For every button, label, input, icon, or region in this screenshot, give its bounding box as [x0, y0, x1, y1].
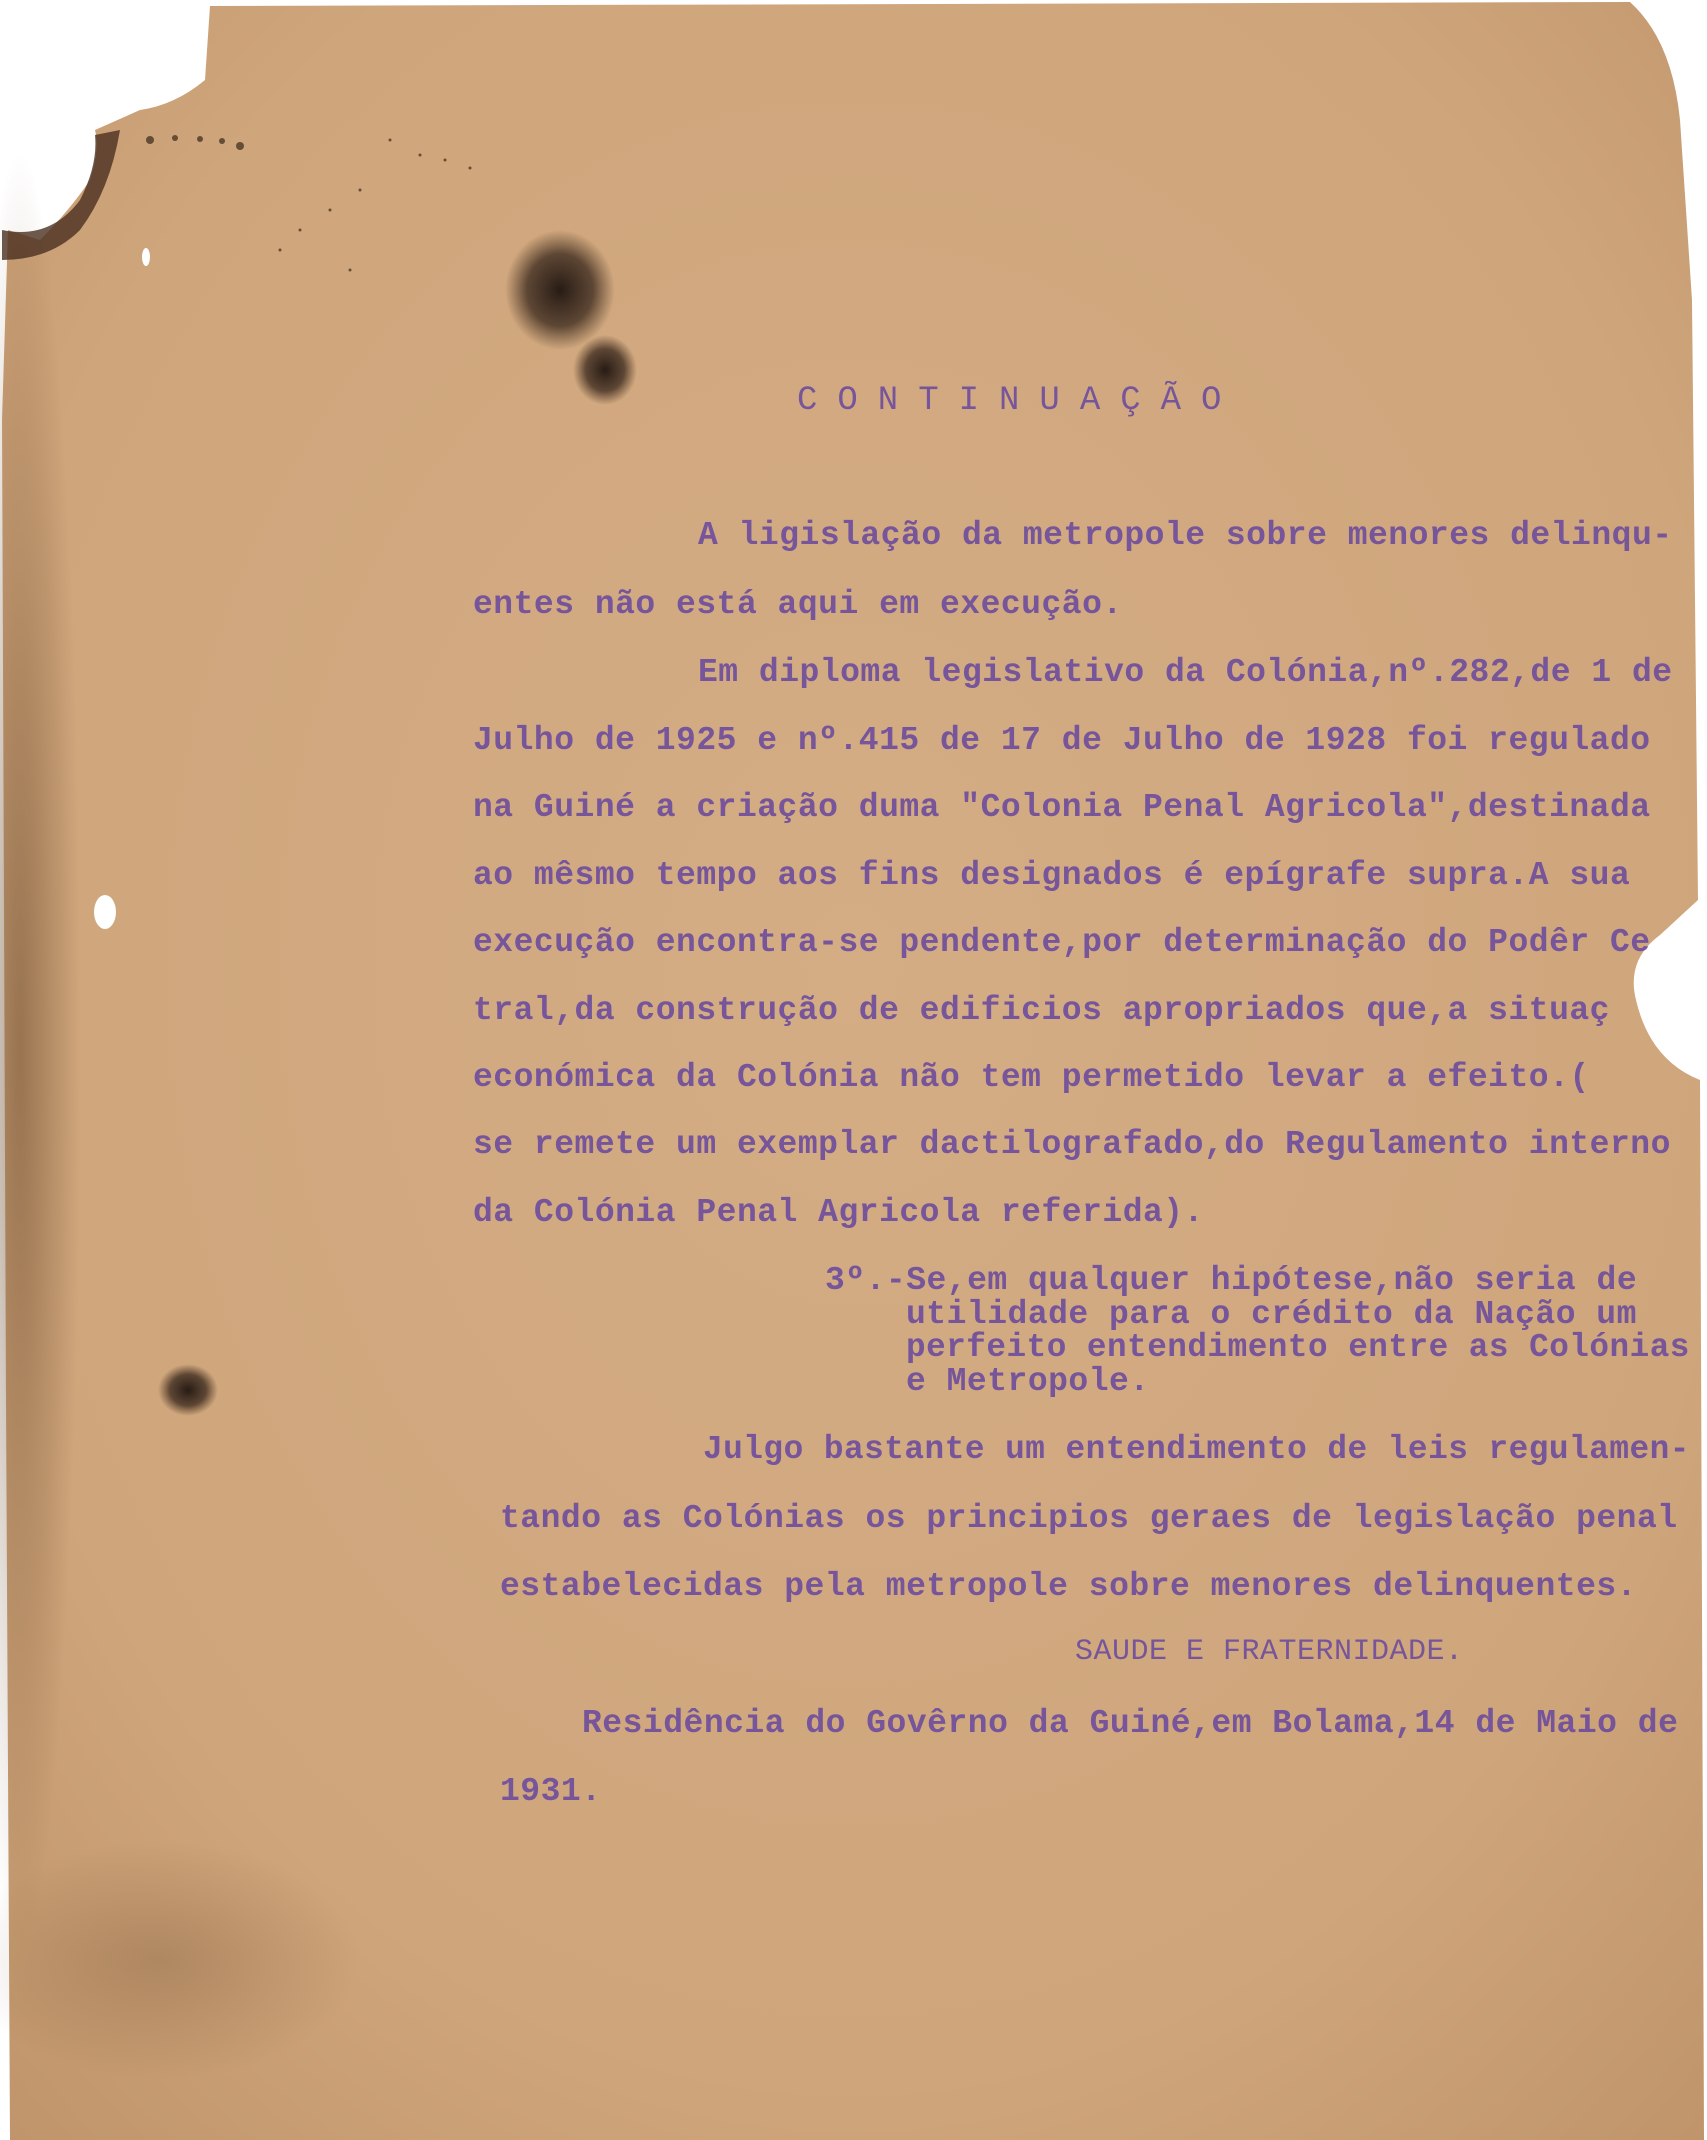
signoff-line: Residência do Govêrno da Guiné,em Bolama,14 de Maio de	[582, 1705, 1679, 1742]
document-title: CONTINUAÇÃO	[797, 382, 1242, 420]
body-line: execução encontra-se pendente,por determinação do Podêr Ce	[473, 924, 1651, 961]
signoff-year: 1931.	[500, 1773, 602, 1810]
body-line: entes não está aqui em execução.	[473, 586, 1123, 623]
point-3-line: e Metropole.	[906, 1363, 1150, 1400]
body-line: ao mêsmo tempo aos fins designados é epígrafe supra.A sua	[473, 857, 1631, 894]
point-3-line: utilidade para o crédito da Nação um	[906, 1296, 1637, 1333]
conclusion-line: tando as Colónias os principios geraes de legislação penal	[500, 1500, 1678, 1537]
point-3-line: 3º.-Se,em qualquer hipótese,não seria de	[825, 1262, 1638, 1299]
body-line: Julho de 1925 e nº.415 de 17 de Julho de 1928 foi regulado	[473, 722, 1651, 759]
body-line: na Guiné a criação duma "Colonia Penal Agricola",destinada	[473, 789, 1651, 826]
body-line: se remete um exemplar dactilografado,do Regulamento interno	[473, 1126, 1671, 1163]
conclusion-line: estabelecidas pela metropole sobre menores delinquentes.	[500, 1568, 1637, 1605]
body-line: A ligislação da metropole sobre menores delinqu-	[698, 517, 1673, 554]
body-line: da Colónia Penal Agricola referida).	[473, 1194, 1204, 1231]
body-line: económica da Colónia não tem permetido levar a efeito.(	[473, 1059, 1590, 1096]
point-3-line: perfeito entendimento entre as Colónias	[906, 1329, 1690, 1366]
closing-salutation: SAUDE E FRATERNIDADE.	[1075, 1635, 1464, 1669]
body-line: Em diploma legislativo da Colónia,nº.282,de 1 de	[698, 654, 1673, 691]
conclusion-line: Julgo bastante um entendimento de leis regulamen-	[703, 1431, 1690, 1468]
body-line: tral,da construção de edificios apropriados que,a situaç	[473, 992, 1610, 1029]
